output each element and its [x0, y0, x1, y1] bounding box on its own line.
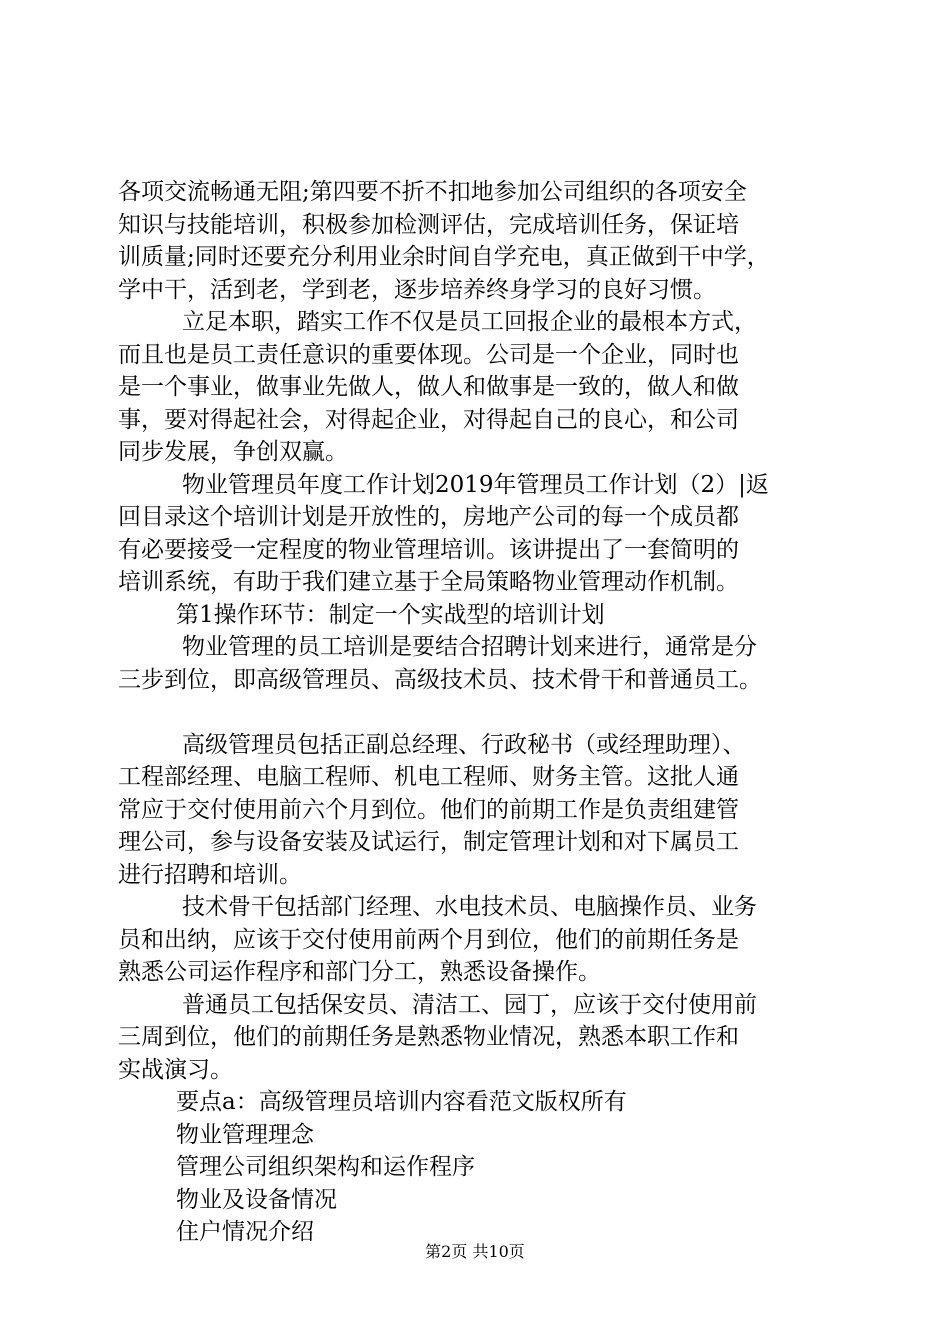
paragraph-start: 物业管理的员工培训是要结合招聘计划来进行，通常是分 [182, 634, 757, 660]
text-line: 有必要接受一定程度的物业管理培训。该讲提出了一套简明的 [118, 536, 739, 563]
page-footer: 第2页 共10页 [425, 1242, 525, 1261]
text-line: 进行招聘和培训。 [118, 861, 302, 888]
text-line: 知识与技能培训，积极参加检测评估，完成培训任务，保证培 [118, 211, 739, 238]
list-item: 物业及设备情况 [176, 1186, 337, 1213]
text-line: 培训系统，有助于我们建立基于全局策略物业管理动作机制。 [118, 569, 739, 595]
text-line: 训质量;同时还要充分利用业余时间自学充电，真正做到干中学， [118, 244, 770, 270]
text-line: 实战演习。 [118, 1056, 233, 1083]
paragraph-start: 技术骨干包括部门经理、水电技术员、电脑操作员、业务 [182, 894, 757, 920]
list-item: 管理公司组织架构和运作程序 [176, 1154, 475, 1180]
text-line: 同步发展，争创双赢。 [118, 439, 348, 465]
list-heading: 要点a：高级管理员培训内容看范文版权所有 [176, 1089, 627, 1115]
text-line: 而且也是员工责任意识的重要体现。公司是一个企业，同时也 [118, 341, 739, 368]
paragraph-start: 立足本职，踏实工作不仅是员工回报企业的最根本方式， [182, 309, 757, 335]
document-body [118, 176, 860, 1249]
text-line: 三周到位，他们的前期任务是熟悉物业情况，熟悉本职工作和 [118, 1024, 739, 1050]
text-line: 各项交流畅通无阻;第四要不折不扣地参加公司组织的各项安全 [118, 179, 747, 205]
list-item: 住户情况介绍 [176, 1219, 314, 1245]
text-line: 工程部经理、电脑工程师、机电工程师、财务主管。这批人通 [118, 764, 739, 790]
paragraph-start: 高级管理员包括正副总经理、行政秘书（或经理助理）、 [182, 731, 746, 758]
paragraph-start: 普通员工包括保安员、清洁工、园丁，应该于交付使用前 [182, 991, 757, 1018]
section-heading: 第1操作环节：制定一个实战型的培训计划 [176, 601, 605, 628]
text-line: 三步到位，即高级管理员、高级技术员、技术骨干和普通员工。 [118, 666, 762, 693]
text-line: 是一个事业，做事业先做人，做人和做事是一致的，做人和做 [118, 374, 739, 400]
text-line: 学中干，活到老，学到老，逐步培养终身学习的良好习惯。 [118, 276, 716, 303]
text-line: 理公司，参与设备安装及试运行，制定管理计划和对下属员工 [118, 829, 739, 855]
text-line: 常应于交付使用前六个月到位。他们的前期工作是负责组建管 [118, 796, 739, 823]
list-item: 物业管理理念 [176, 1121, 314, 1148]
text-line: 员和出纳，应该于交付使用前两个月到位，他们的前期任务是 [118, 926, 739, 953]
text-line: 事，要对得起社会，对得起企业，对得起自己的良心，和公司 [118, 406, 739, 433]
paragraph-start: 物业管理员年度工作计划2019年管理员工作计划（2）|返 [182, 471, 769, 498]
blank-line [118, 696, 860, 729]
text-line: 熟悉公司运作程序和部门分工，熟悉设备操作。 [118, 959, 601, 985]
text-line: 回目录这个培训计划是开放性的，房地产公司的每一个成员都 [118, 504, 739, 530]
